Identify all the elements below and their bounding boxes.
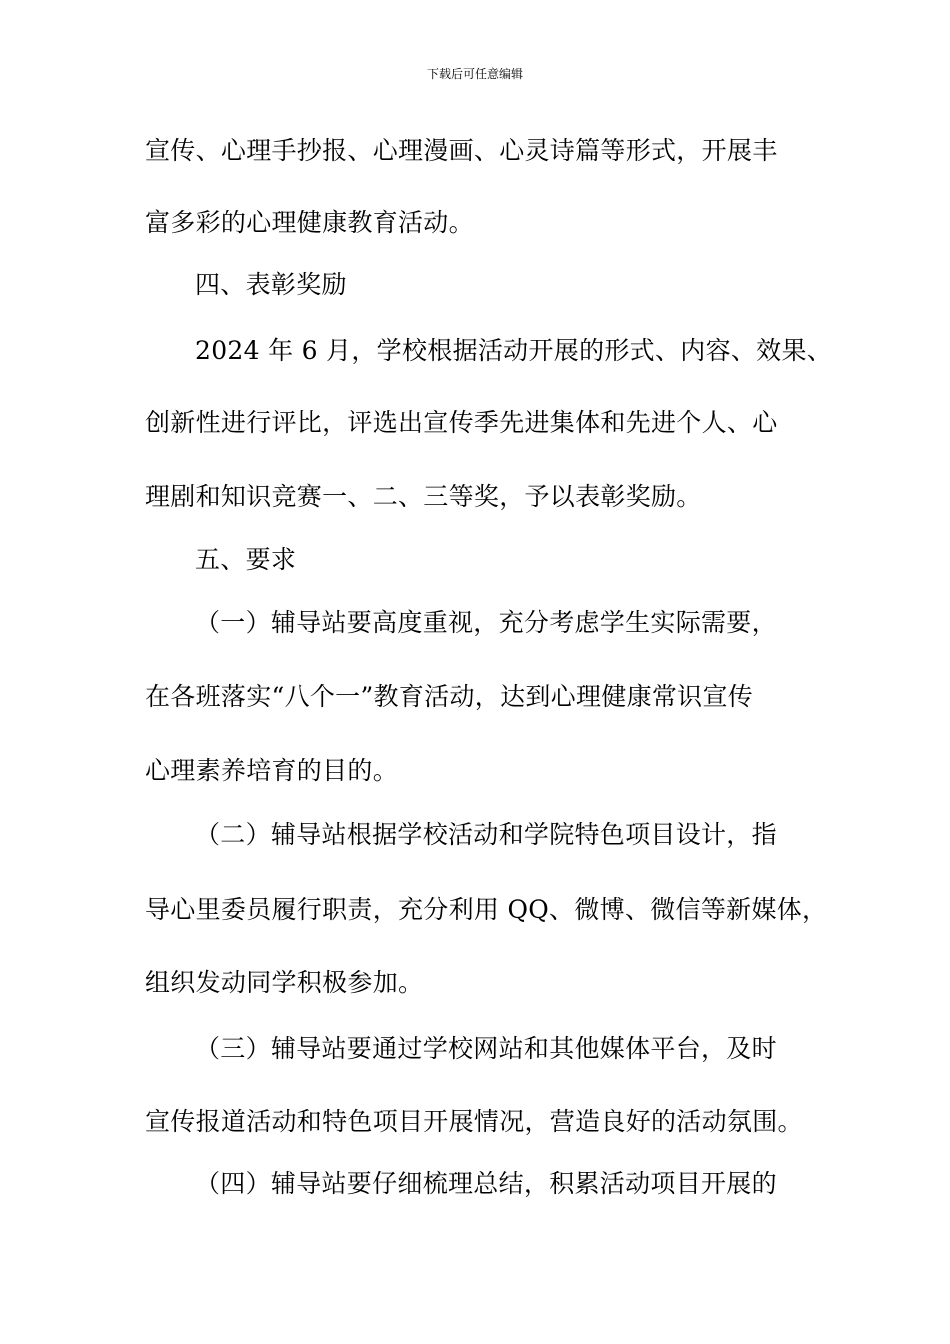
section-heading-awards: 四、表彰奖励 (195, 270, 347, 299)
body-line-11: （二）辅导站根据学校活动和学院特色项目设计，指 (195, 820, 777, 849)
body-line-16: （四）辅导站要仔细梳理总结，积累活动项目开展的 (195, 1169, 777, 1198)
page-header-note: 下载后可任意编辑 (426, 67, 523, 81)
body-line-10: 心理素养培育的目的。 (145, 756, 399, 785)
body-line-2: 富多彩的心理健康教育活动。 (145, 208, 474, 237)
body-line-14: （三）辅导站要通过学校网站和其他媒体平台，及时 (195, 1034, 777, 1063)
section-heading-requirements: 五、要求 (195, 545, 297, 574)
body-line-1: 宣传、心理手抄报、心理漫画、心灵诗篇等形式，开展丰 (145, 136, 778, 165)
body-line-13: 组织发动同学积极参加。 (145, 968, 424, 997)
body-line-9: 在各班落实“八个一”教育活动，达到心理健康常识宣传 (145, 682, 754, 711)
body-line-8: （一）辅导站要高度重视，充分考虑学生实际需要， (195, 608, 777, 637)
body-line-12: 导心里委员履行职责，充分利用 QQ、微博、微信等新媒体， (145, 895, 828, 924)
body-line-5: 创新性进行评比，评选出宣传季先进集体和先进个人、心 (145, 408, 778, 437)
body-line-15: 宣传报道活动和特色项目开展情况，营造良好的活动氛围。 (145, 1107, 803, 1136)
body-line-6: 理剧和知识竞赛一、二、三等奖，予以表彰奖励。 (145, 482, 702, 511)
body-line-4: 2024 年 6 月，学校根据活动开展的形式、内容、效果、 (195, 336, 833, 365)
